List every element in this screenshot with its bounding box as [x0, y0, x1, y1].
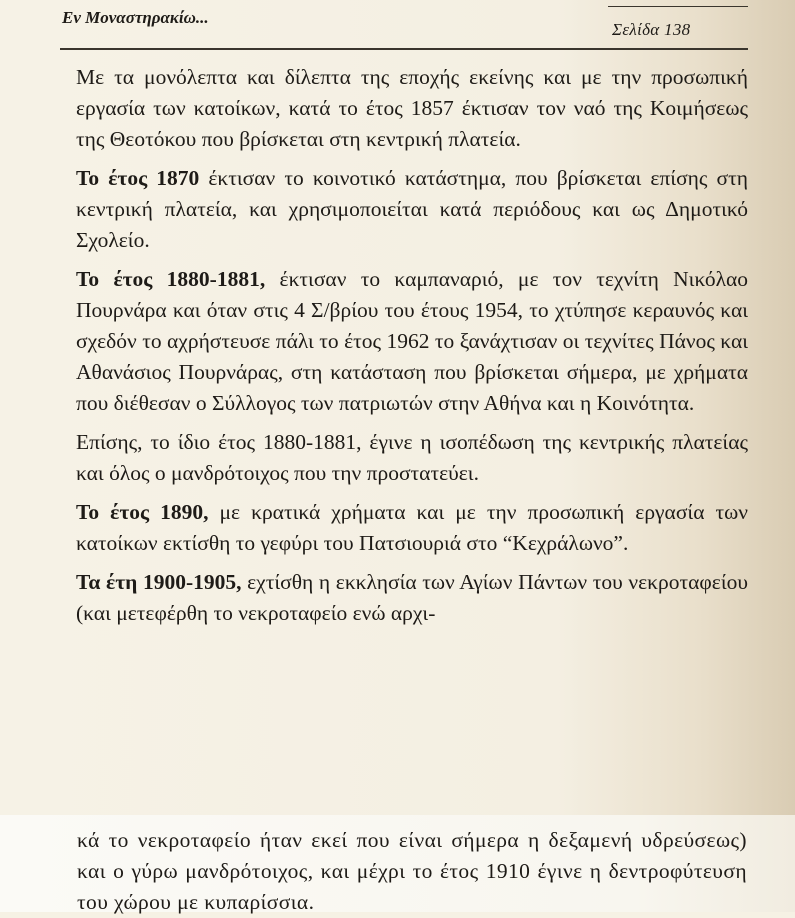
continuation-text: κά το νεκροταφείο ήταν εκεί που είναι σήμερα η δεξαμενή υδρεύσεως) και ο γύρω μανδρότοιχος, και μέχρι το έτος 1910 έγινε η δεντροφύτευση του χώρου με κυπαρίσσια. — [77, 828, 747, 914]
paragraph-text: έκτισαν το κοινοτικό κατάστημα, που βρίσκεται επίσης στη κεντρική πλατεία, και χρησιμοποιείται κατά περιόδους και ως Δημοτικό Σχολείο. — [76, 166, 748, 252]
paragraph-text: Επίσης, το ίδιο έτος 1880-1881, έγινε η ισοπέδωση της κεντρικής πλατείας και όλος ο μανδρότοιχος που την προστατεύει. — [76, 430, 748, 485]
body-text — [76, 62, 748, 637]
paragraph-1890 — [76, 497, 748, 559]
paragraph-1870 — [76, 163, 748, 256]
paragraph-1900 — [76, 567, 748, 629]
header-top-rule — [608, 6, 748, 7]
paragraph-lead: Το έτος 1870 — [76, 166, 200, 190]
paragraph-1857 — [76, 62, 748, 155]
running-head-title: Εν Μοναστηρακίω... — [62, 8, 209, 27]
paragraph-lead: Το έτος 1880-1881, — [76, 267, 266, 291]
paragraph-1880 — [76, 264, 748, 419]
paragraph-text: με κρατικά χρήματα και με την προσωπική εργασία των κατοίκων εκτίσθη το γεφύρι του Πατσιουριά στο “Κεχράλωνο”. — [76, 500, 749, 555]
paragraph-text: Με τα μονόλεπτα και δίλεπτα της εποχής εκείνης και με την προσωπική εργασία των κατοίκων, κατά το έτος 1857 έκτισαν τον ναό της Κοιμήσεως της Θεοτόκου που βρίσκεται στη κεντρική πλατεία. — [76, 65, 748, 151]
paragraph-lead: Το έτος 1890, — [76, 500, 209, 524]
paragraph-lead: Τα έτη 1900-1905, — [76, 570, 242, 594]
header-rule — [60, 48, 748, 50]
paragraph-square — [76, 427, 748, 489]
paragraph-text: εχτίσθη η εκκλησία των Αγίων Πάντων του νεκροταφείου (και μετεφέρθη το νεκροταφείο ενώ αρχι- — [76, 570, 748, 625]
page-number: Σελίδα 138 — [612, 20, 691, 39]
paragraph-text: έκτισαν το καμπαναριό, με τον τεχνίτη Νικόλαο Πουρνάρα και όταν στις 4 Σ/βρίου του έτους 1954, το χτύπησε κεραυνός και σχεδόν το αχρήστευσε πάλι το έτος 1962 το ξανάχτισαν οι τεχνίτες Πάνος και Αθανάσιος Πουρνάρας, στη κατάσταση που βρίσκεται σήμερα, με χρήματα που διέθεσαν ο Σύλλογος των πατριωτών στην Αθήνα και η Κοινότητα. — [76, 267, 749, 415]
